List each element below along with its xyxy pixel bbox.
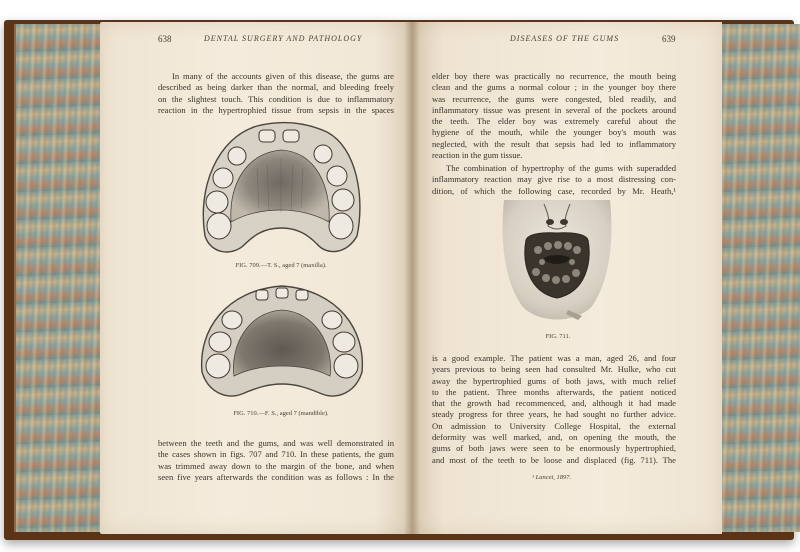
text-line: inflammatory tissue was present in several of the pockets around [432, 104, 676, 115]
text-line: and most of the teeth to be loose and displaced (fig. 711). The [432, 454, 676, 465]
text-line: was trimmed away down to the margin of the bone, and when [158, 460, 394, 471]
text-line: the cases shown in figs. 707 and 710. In these patients, the gum [158, 449, 394, 460]
right-paragraph-mid [432, 163, 676, 197]
right-paragraph-bottom [432, 353, 676, 466]
text-line: elder boy there was practically no recurrence, the mouth being [432, 71, 676, 81]
left-marbled-edge [14, 24, 104, 532]
text-line: dition, of which the following case, recorded by Mr. Heath,¹ [432, 185, 676, 196]
fig709-maxilla-illustration [197, 118, 365, 258]
text-line: gums of both jaws were seen to be enormously hypertrophied, [432, 443, 676, 454]
text-line: In many of the accounts given of this disease, the gums are [172, 71, 394, 81]
text-line: described as being darker than the normal, and bleeding freely [158, 82, 394, 93]
text-line: to the patient. Three months afterwards, the patient noticed [432, 386, 676, 397]
text-line: was recurrence, the gums were congested, bled readily, and [432, 93, 676, 104]
text-line: between the teeth and the gums, and was well demonstrated in [158, 438, 394, 448]
text-line: the teeth. The elder boy was extremely careful about the [432, 116, 676, 127]
text-line: away the hypertrophied gums of both jaws, with much relief [432, 375, 676, 386]
text-line: seen five years afterwards the condition was as follows : In the [158, 471, 394, 482]
right-page-number: 639 [662, 34, 676, 44]
text-line: that the growth had recommenced, and, although it had made [432, 398, 676, 409]
fig709-caption: FIG. 709.—T. S., aged 7 (maxilla). [235, 262, 327, 269]
left-running-head: DENTAL SURGERY AND PATHOLOGY [204, 34, 363, 43]
left-paragraph-bottom [158, 438, 394, 483]
text-line: neglected, with the result that sepsis had led to inflammatory [432, 138, 676, 149]
fig710-caption: FIG. 710.—F. S., aged 7 (mandible). [233, 410, 329, 417]
right-running-head: DISEASES OF THE GUMS [510, 34, 620, 43]
text-line: The combination of hypertrophy of the gums with superadded [446, 163, 676, 173]
right-footnote: ¹ Lancet, 1897. [532, 474, 572, 481]
fig711-caption: FIG. 711. [545, 333, 571, 340]
text-line: reaction in the gum tissue. [432, 150, 523, 161]
text-line: on the slightest touch. This condition is due to inflammatory [158, 93, 394, 104]
left-paragraph-top [158, 71, 394, 116]
text-line: hygiene of the mouth, while the younger boy's mouth was [432, 127, 676, 138]
left-page-number: 638 [158, 34, 172, 44]
book-gutter [404, 22, 420, 534]
text-line: is a good example. The patient was a man, aged 26, and four [432, 353, 676, 363]
text-line: deformity was well marked, and, on opening the mouth, the [432, 432, 676, 443]
right-paragraph-top [432, 71, 676, 161]
text-line: reaction in the hypertrophied tissue from sepsis in the spaces [158, 104, 394, 115]
text-line: clean and the gums a normal colour ; in the younger boy there [432, 82, 676, 93]
text-line: steady progress for three years, he had sought no further advice. [432, 409, 676, 420]
fig710-mandible-illustration [196, 280, 368, 405]
text-line: On admission to University College Hospital, the external [432, 420, 676, 431]
right-marbled-edge [720, 24, 800, 532]
text-line: years previous to being seen had consulted Mr. Hulke, who cut [432, 364, 676, 375]
text-line: inflammatory reaction may give rise to a most distressing con- [432, 174, 676, 185]
fig711-patient-illustration [498, 200, 616, 326]
